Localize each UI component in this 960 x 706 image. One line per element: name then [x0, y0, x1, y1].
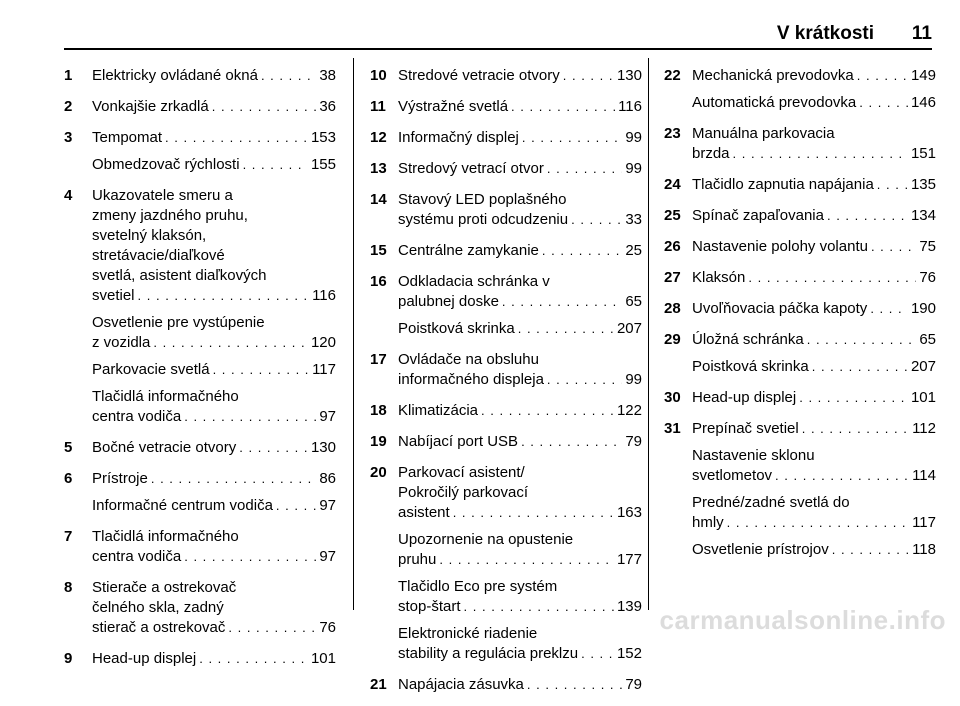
entry-label-line: svetiel [92, 287, 135, 304]
entry-number: 27 [664, 269, 681, 286]
dot-leader [527, 675, 622, 695]
index-entry [370, 624, 642, 664]
dot-leader [153, 333, 308, 353]
entry-page-number: 177 [616, 551, 642, 568]
dot-leader [522, 128, 622, 148]
entry-page-number: 97 [319, 408, 336, 425]
entry-page-number: 99 [625, 371, 642, 388]
dot-leader [542, 241, 622, 261]
index-entry [370, 272, 642, 312]
entry-number: 15 [370, 242, 387, 259]
entry-label-line: Stredový vetrací otvor [398, 160, 544, 177]
entry-page-number: 79 [625, 676, 642, 693]
entry-label-line: Klaksón [692, 269, 746, 286]
entry-label-line: Stavový LED poplašného [398, 191, 567, 208]
index-entry [64, 97, 336, 117]
entry-label-line: Tlačidlo Eco pre systém [398, 578, 558, 595]
entry-row [398, 66, 642, 86]
entry-page-number: 116 [618, 98, 642, 115]
entry-label-line: Obmedzovač rýchlosti [92, 156, 240, 173]
entry-row [398, 97, 642, 117]
entry-row [92, 360, 336, 380]
dot-leader [871, 237, 916, 257]
entry-page-number: 65 [625, 293, 642, 310]
dot-leader [464, 597, 614, 617]
entry-number: 26 [664, 238, 681, 255]
entry-page-number: 97 [319, 497, 336, 514]
dot-leader [165, 128, 308, 148]
entry-row [692, 466, 936, 486]
index-entry [64, 360, 336, 380]
entry-page-number: 101 [910, 389, 936, 406]
entry-page-number: 25 [625, 242, 642, 259]
entry-page-number: 36 [319, 98, 336, 115]
entry-row [398, 432, 642, 452]
entry-row [398, 319, 642, 339]
entry-label-line: informačného displeja [398, 371, 544, 388]
index-entry [370, 241, 642, 261]
entry-label-line: Spínač zapaľovania [692, 207, 824, 224]
dot-leader [857, 66, 908, 86]
entry-label-line: Nastavenie polohy volantu [692, 238, 868, 255]
entry-page-number: 116 [312, 287, 336, 304]
entry-label-line: Automatická prevodovka [692, 94, 857, 111]
entry-page-number: 207 [616, 320, 642, 337]
entry-number: 30 [664, 389, 681, 406]
page-header [64, 0, 932, 50]
entry-page-number: 118 [912, 541, 936, 558]
entry-row [92, 649, 336, 669]
entry-page-number: 33 [625, 211, 642, 228]
entry-row [692, 357, 936, 377]
entry-number: 25 [664, 207, 681, 224]
entry-label-line: stability a regulácia preklzu [398, 645, 579, 662]
entry-page-number: 134 [910, 207, 936, 224]
entry-label-line: Prístroje [92, 470, 148, 487]
entry-page-number: 163 [616, 504, 642, 521]
entry-row [692, 144, 936, 164]
index-entry [370, 97, 642, 117]
dot-leader [243, 155, 308, 175]
index-entry [64, 128, 336, 148]
entry-label-line: Mechanická prevodovka [692, 67, 854, 84]
dot-leader [812, 357, 908, 377]
entry-row [398, 675, 642, 695]
dot-leader [511, 97, 615, 117]
dot-leader [228, 618, 316, 638]
entry-label-line: Odkladacia schránka v [398, 273, 550, 290]
entry-number: 7 [64, 528, 73, 545]
entry-row [692, 93, 936, 113]
entry-row [92, 469, 336, 489]
index-entry [664, 93, 936, 113]
entry-label-line: Osvetlenie pre vystúpenie [92, 314, 265, 331]
entry-row [92, 97, 336, 117]
entry-label-line: z vozidla [92, 334, 151, 351]
index-entry [64, 469, 336, 489]
entry-row [692, 175, 936, 195]
index-entry [370, 401, 642, 421]
page-number: 11 [911, 23, 932, 44]
entry-label-line: stretávacie/diaľkové [92, 247, 225, 264]
index-entry [664, 124, 936, 164]
index-entry [664, 299, 936, 319]
entry-label-line: čelného skla, zadný [92, 599, 224, 616]
dot-leader [581, 644, 614, 664]
index-entry [370, 432, 642, 452]
entry-number: 29 [664, 331, 681, 348]
entry-label-line: Klimatizácia [398, 402, 479, 419]
dot-leader [547, 370, 622, 390]
entry-page-number: 76 [919, 269, 936, 286]
entry-row [692, 330, 936, 350]
entry-label-line: palubnej doske [398, 293, 499, 310]
entry-row [692, 540, 936, 560]
entry-page-number: 151 [910, 145, 936, 162]
entry-page-number: 114 [912, 467, 936, 484]
entry-row [692, 513, 936, 533]
index-entry [664, 206, 936, 226]
entry-label-line: Nastavenie sklonu [692, 447, 815, 464]
dot-leader [439, 550, 614, 570]
entry-label-line: pruhu [398, 551, 437, 568]
index-entry [370, 319, 642, 339]
entry-number: 8 [64, 579, 73, 596]
entry-number: 21 [370, 676, 387, 693]
entry-number: 16 [370, 273, 387, 290]
index-entry [664, 175, 936, 195]
entry-label-line: Predné/zadné svetlá do [692, 494, 850, 511]
index-entry [64, 496, 336, 516]
index-entry [664, 446, 936, 486]
entry-label-line: Ovládače na obsluhu [398, 351, 539, 368]
index-entry [370, 577, 642, 617]
entry-label-line: svetelný klaksón, [92, 227, 207, 244]
index-column-3 [664, 66, 936, 571]
index-entry [664, 330, 936, 350]
dot-leader [870, 299, 908, 319]
dot-leader [807, 330, 917, 350]
entry-label-line: Head-up displej [92, 650, 197, 667]
entry-row [398, 241, 642, 261]
entry-row [92, 547, 336, 567]
entry-row [92, 66, 336, 86]
watermark: carmanualsonline.info [659, 605, 946, 635]
entry-label-line: Výstražné svetlá [398, 98, 509, 115]
dot-leader [859, 93, 908, 113]
entry-row [92, 618, 336, 638]
entry-number: 14 [370, 191, 387, 208]
entry-label-line: Uvoľňovacia páčka kapoty [692, 300, 868, 317]
entry-number: 3 [64, 129, 73, 146]
entry-row [398, 128, 642, 148]
entry-number: 23 [664, 125, 681, 142]
page-title: V krátkosti [776, 23, 874, 44]
entry-number: 31 [664, 420, 681, 437]
index-entry [370, 128, 642, 148]
entry-page-number: 153 [310, 129, 336, 146]
entry-number: 17 [370, 351, 387, 368]
entry-label-line: Tlačidlo zapnutia napájania [692, 176, 874, 193]
index-entry [664, 493, 936, 533]
entry-page-number: 190 [910, 300, 936, 317]
dot-leader [199, 649, 308, 669]
index-entry [64, 649, 336, 669]
dot-leader [481, 401, 614, 421]
entry-number: 6 [64, 470, 73, 487]
dot-leader [261, 66, 316, 86]
entry-page-number: 135 [910, 176, 936, 193]
entry-label-line: Napájacia zásuvka [398, 676, 524, 693]
entry-page-number: 130 [310, 439, 336, 456]
entry-row [692, 388, 936, 408]
entry-number: 24 [664, 176, 681, 193]
entry-label-line: hmly [692, 514, 724, 531]
entry-row [398, 292, 642, 312]
entry-number: 19 [370, 433, 387, 450]
entry-row [92, 496, 336, 516]
entry-label-line: Poistková skrinka [692, 358, 809, 375]
dot-leader [213, 360, 310, 380]
entry-label-line: Bočné vetracie otvory [92, 439, 237, 456]
entry-page-number: 97 [319, 548, 336, 565]
dot-leader [212, 97, 317, 117]
dot-leader [802, 419, 909, 439]
dot-leader [563, 66, 614, 86]
index-entry [370, 190, 642, 230]
index-entry [64, 438, 336, 458]
dot-leader [571, 210, 622, 230]
dot-leader [502, 292, 622, 312]
entry-number: 4 [64, 187, 73, 204]
dot-leader [547, 159, 622, 179]
dot-leader [877, 175, 908, 195]
index-entry [370, 530, 642, 570]
entry-label-line: Parkovací asistent/ [398, 464, 525, 481]
column-divider [353, 58, 354, 610]
index-entry [664, 66, 936, 86]
index-entry [370, 350, 642, 390]
dot-leader [453, 503, 614, 523]
dot-leader [276, 496, 316, 516]
entry-page-number: 75 [919, 238, 936, 255]
dot-leader [151, 469, 316, 489]
index-entry [64, 186, 336, 306]
entry-label-line: Centrálne zamykanie [398, 242, 539, 259]
entry-number: 13 [370, 160, 387, 177]
entry-page-number: 117 [312, 361, 336, 378]
entry-page-number: 76 [319, 619, 336, 636]
entry-row [398, 550, 642, 570]
dot-leader [827, 206, 908, 226]
entry-number: 9 [64, 650, 73, 667]
entry-label-line: stierač a ostrekovač [92, 619, 226, 636]
entry-label-line: Vonkajšie zrkadlá [92, 98, 209, 115]
entry-row [692, 268, 936, 288]
index-entry [64, 66, 336, 86]
index-entry [664, 540, 936, 560]
entry-label-line: systému proti odcudzeniu [398, 211, 569, 228]
entry-number: 22 [664, 67, 681, 84]
entry-row [398, 159, 642, 179]
dot-leader [748, 268, 916, 288]
entry-row [398, 370, 642, 390]
entry-label-line: Prepínač svetiel [692, 420, 799, 437]
index-entry [64, 155, 336, 175]
index-entry [370, 159, 642, 179]
column-divider [648, 58, 649, 610]
dot-leader [775, 466, 909, 486]
index-entry [664, 388, 936, 408]
entry-number: 1 [64, 67, 73, 84]
entry-row [92, 333, 336, 353]
dot-leader [832, 540, 909, 560]
index-entry [64, 527, 336, 567]
index-entry [370, 463, 642, 523]
entry-label-line: Elektronické riadenie [398, 625, 538, 642]
dot-leader [184, 407, 316, 427]
entry-label-line: centra vodiča [92, 548, 182, 565]
entry-row [692, 419, 936, 439]
entry-row [398, 644, 642, 664]
entry-row [92, 128, 336, 148]
entry-label-line: asistent [398, 504, 450, 521]
entry-row [692, 237, 936, 257]
entry-page-number: 117 [912, 514, 936, 531]
dot-leader [138, 286, 310, 306]
entry-number: 2 [64, 98, 73, 115]
entry-label-line: stop-štart [398, 598, 461, 615]
entry-page-number: 65 [919, 331, 936, 348]
index-entry [64, 578, 336, 638]
entry-label-line: Nabíjací port USB [398, 433, 519, 450]
entry-number: 12 [370, 129, 387, 146]
entry-row [398, 597, 642, 617]
entry-page-number: 155 [310, 156, 336, 173]
entry-label-line: Úložná schránka [692, 331, 804, 348]
entry-page-number: 122 [616, 402, 642, 419]
entry-page-number: 101 [310, 650, 336, 667]
entry-page-number: 146 [910, 94, 936, 111]
entry-label-line: Stierače a ostrekovač [92, 579, 237, 596]
entry-label-line: Head-up displej [692, 389, 797, 406]
entry-page-number: 86 [319, 470, 336, 487]
dot-leader [518, 319, 614, 339]
index-entry [664, 419, 936, 439]
dot-leader [733, 144, 908, 164]
entry-page-number: 130 [616, 67, 642, 84]
entry-row [398, 503, 642, 523]
entry-page-number: 99 [625, 160, 642, 177]
entry-page-number: 120 [310, 334, 336, 351]
entry-label-line: Upozornenie na opustenie [398, 531, 574, 548]
entry-page-number: 152 [616, 645, 642, 662]
index-entry [370, 675, 642, 695]
index-entry [664, 237, 936, 257]
entry-number: 28 [664, 300, 681, 317]
entry-row [398, 210, 642, 230]
entry-label-line: Parkovacie svetlá [92, 361, 210, 378]
entry-label-line: Ukazovatele smeru a [92, 187, 233, 204]
entry-label-line: centra vodiča [92, 408, 182, 425]
entry-label-line: Tlačidlá informačného [92, 388, 239, 405]
entry-label-line: Tempomat [92, 129, 163, 146]
entry-label-line: Pokročilý parkovací [398, 484, 529, 501]
dot-leader [799, 388, 908, 408]
index-column-2 [370, 66, 642, 706]
entry-label-line: svetlometov [692, 467, 773, 484]
index-entry [64, 387, 336, 427]
entry-row [692, 299, 936, 319]
entry-row [692, 66, 936, 86]
entry-number: 5 [64, 439, 73, 456]
entry-label-line: Stredové vetracie otvory [398, 67, 560, 84]
dot-leader [239, 438, 308, 458]
entry-row [692, 206, 936, 226]
entry-number: 18 [370, 402, 387, 419]
entry-label-line: svetlá, asistent diaľkových [92, 267, 267, 284]
entry-page-number: 38 [319, 67, 336, 84]
index-entry [664, 357, 936, 377]
entry-row [92, 438, 336, 458]
entry-row [92, 286, 336, 306]
dot-leader [521, 432, 622, 452]
entry-label-line: Poistková skrinka [398, 320, 515, 337]
index-entry [64, 313, 336, 353]
entry-number: 20 [370, 464, 387, 481]
entry-row [92, 155, 336, 175]
index-entry [370, 66, 642, 86]
entry-number: 11 [370, 98, 386, 115]
dot-leader [184, 547, 316, 567]
entry-page-number: 112 [912, 420, 936, 437]
entry-label-line: Informačné centrum vodiča [92, 497, 273, 514]
entry-label-line: Osvetlenie prístrojov [692, 541, 829, 558]
entry-label-line: zmeny jazdného pruhu, [92, 207, 248, 224]
dot-leader [727, 513, 909, 533]
index-entry [664, 268, 936, 288]
entry-label-line: brzda [692, 145, 730, 162]
entry-row [398, 401, 642, 421]
index-column-1 [64, 66, 336, 680]
entry-number: 10 [370, 67, 387, 84]
entry-label-line: Tlačidlá informačného [92, 528, 239, 545]
entry-page-number: 139 [616, 598, 642, 615]
entry-row [92, 407, 336, 427]
entry-label-line: Manuálna parkovacia [692, 125, 835, 142]
entry-page-number: 79 [625, 433, 642, 450]
entry-label-line: Elektricky ovládané okná [92, 67, 258, 84]
entry-page-number: 99 [625, 129, 642, 146]
entry-page-number: 149 [910, 67, 936, 84]
entry-label-line: Informačný displej [398, 129, 519, 146]
entry-page-number: 207 [910, 358, 936, 375]
